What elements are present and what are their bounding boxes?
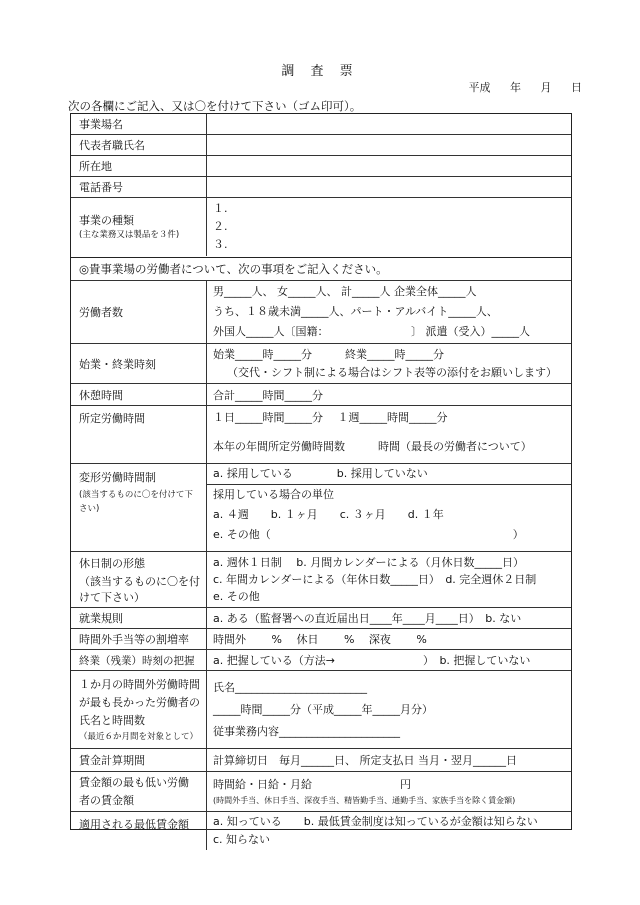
- business-type-3: ３.: [213, 238, 228, 251]
- label-longest-1: １か月の時間外労働時間: [79, 677, 200, 691]
- label-work-hours: 始業・終業時刻: [71, 344, 207, 383]
- field-representative[interactable]: [207, 135, 571, 155]
- row-longest-overtime[interactable]: [71, 671, 571, 749]
- label-prescribed-hours: 所定労働時間: [71, 406, 207, 463]
- field-prescribed-hours[interactable]: [207, 406, 571, 463]
- field-longest-overtime[interactable]: [207, 671, 571, 748]
- label-flex-hours: 変形労働時間制: [79, 471, 156, 484]
- workers-line-1: 男_____人、 女_____人、 計_____人 企業全体_____人: [213, 285, 477, 298]
- label-overtime-rate: 時間外手当等の割増率: [71, 629, 207, 649]
- label-representative: 代表者職氏名: [71, 135, 207, 155]
- label-longest-overtime-cell: [71, 671, 207, 748]
- field-overtime-rate[interactable]: 時間外 % 休日 % 深夜 %: [213, 633, 427, 646]
- label-business-type: 事業の種類: [79, 214, 134, 227]
- minimum-line-1: a. 知っている b. 最低賃金制度は知っているが金額は知らない: [213, 815, 538, 828]
- holiday-line-3: e. その他: [213, 590, 260, 603]
- note-business-type: (主な業務又は製品を３件): [79, 230, 180, 240]
- label-lowest-2: 者の賃金額: [79, 793, 134, 807]
- row-address[interactable]: [71, 156, 571, 177]
- section2-intro: ◎貴事業場の労働者について、次の事項をご記入ください。: [71, 258, 571, 281]
- row-overtime-rate[interactable]: [71, 629, 571, 650]
- business-type-2: ２.: [213, 220, 228, 233]
- label-business-type-cell: [71, 198, 207, 256]
- label-wage-period: 賃金計算期間: [71, 749, 207, 771]
- longest-line-1: 氏名________________________: [213, 680, 367, 694]
- field-address[interactable]: [207, 156, 571, 176]
- row-business-name[interactable]: [71, 114, 571, 135]
- row-work-hours[interactable]: [71, 344, 571, 384]
- date-line: 平成 年 月 日: [468, 81, 582, 94]
- label-address: 所在地: [71, 156, 207, 176]
- row-rest[interactable]: [71, 384, 571, 406]
- note-flex-hours: (該当するものに〇を付けて下さい): [79, 490, 193, 514]
- label-end-time-grasp: 終業（残業）時刻の把握: [71, 650, 207, 670]
- lowest-note: (時間外手当、休日手当、深夜手当、精皆勤手当、通勤手当、家族手当を除く賃金額): [213, 795, 516, 805]
- note-holiday: （該当するものに〇を付けて下さい）: [79, 574, 200, 604]
- field-minimum-wage[interactable]: [207, 812, 571, 850]
- form-title: 調 査 票: [281, 64, 359, 79]
- minimum-line-2: c. 知らない: [213, 833, 271, 846]
- row-minimum-wage[interactable]: [71, 812, 571, 850]
- field-lowest-wage[interactable]: [207, 772, 571, 811]
- worker-info-table: [70, 257, 572, 846]
- note-longest: （最近６か月間を対象として）: [79, 731, 199, 742]
- instruction-text: 次の各欄にご記入、又は〇を付けて下さい（ゴム印可）。: [68, 99, 362, 113]
- label-phone: 電話番号: [71, 177, 207, 197]
- label-lowest-1: 賃金額の最も低い労働: [79, 775, 189, 789]
- row-representative[interactable]: [71, 135, 571, 156]
- field-phone[interactable]: [207, 177, 571, 197]
- label-flex-hours-cell: [71, 464, 207, 551]
- row-wage-period[interactable]: [71, 749, 571, 772]
- label-holiday: 休日制の形態: [79, 556, 145, 570]
- flex-line-4: e. その他（ ）: [213, 528, 524, 541]
- row-flex-hours[interactable]: [71, 464, 571, 552]
- flex-line-2: 採用している場合の単位: [213, 488, 334, 501]
- row-holiday[interactable]: [71, 552, 571, 608]
- workers-line-3: 外国人_____人〔国籍： 〕 派遣（受入）_____人: [213, 325, 530, 338]
- workers-line-2: うち、１８歳未満_____人、パート・アルバイト_____人、: [213, 305, 498, 318]
- work-hours-line-1: 始業_____時_____分 終業_____時_____分: [213, 347, 444, 361]
- field-workers[interactable]: [207, 281, 571, 343]
- flex-line-1: a. 採用している b. 採用していない: [213, 467, 428, 480]
- field-rest[interactable]: 合計_____時間_____分: [213, 388, 323, 402]
- row-lowest-wage[interactable]: [71, 772, 571, 812]
- flex-line-3: a. ４週 b. １ヶ月 c. ３ヶ月 d. １年: [213, 508, 444, 521]
- holiday-line-1: a. 週休１日制 b. 月間カレンダーによる（月休日数_____日）: [213, 556, 524, 569]
- row-workers[interactable]: [71, 281, 571, 344]
- field-work-hours[interactable]: [207, 344, 571, 383]
- field-holiday[interactable]: [207, 552, 571, 607]
- row-business-type[interactable]: [71, 198, 571, 256]
- field-rules[interactable]: a. ある（監督署への直近届出日____年____月____日） b. ない: [213, 612, 522, 625]
- longest-line-2: _____時間_____分（平成_____年_____月分）: [213, 702, 433, 716]
- work-hours-line-2: （交代・シフト制による場合はシフト表等の添付をお願いします）: [227, 365, 557, 379]
- field-business-type[interactable]: [207, 198, 571, 256]
- field-end-time-grasp[interactable]: a. 把握している（方法→ ） b. 把握していない: [213, 654, 531, 667]
- label-workers: 労働者数: [71, 281, 207, 343]
- label-holiday-cell: [71, 552, 207, 607]
- field-wage-period[interactable]: 計算締切日 毎月______日、 所定支払日 当月・翌月______日: [213, 754, 517, 767]
- flex-sub: [207, 484, 571, 545]
- row-prescribed-hours[interactable]: [71, 406, 571, 464]
- label-longest-2: が最も長かった労働者の: [79, 695, 200, 709]
- label-longest-3: 氏名と時間数: [79, 713, 145, 727]
- row-end-time-grasp[interactable]: [71, 650, 571, 671]
- longest-line-3: 従事業務内容______________________: [213, 724, 400, 738]
- field-flex-hours[interactable]: [207, 464, 571, 551]
- prescribed-line-2: 本年の年間所定労働時間数 時間（最長の労働者について）: [213, 440, 532, 453]
- row-phone[interactable]: [71, 177, 571, 198]
- label-business-name: 事業場名: [71, 114, 207, 134]
- row-rules[interactable]: [71, 608, 571, 629]
- business-type-1: １.: [213, 202, 228, 215]
- field-business-name[interactable]: [207, 114, 571, 134]
- label-minimum-wage: 適用される最低賃金額: [71, 812, 207, 850]
- lowest-line-1: 時間給・日給・月給 円: [213, 777, 411, 791]
- holiday-line-2: c. 年間カレンダーによる（年休日数_____日） d. 完全週休２日制: [213, 573, 537, 586]
- label-lowest-wage-cell: [71, 772, 207, 811]
- label-rest: 休憩時間: [71, 384, 207, 405]
- prescribed-line-1: １日_____時間_____分 １週_____時間_____分: [213, 411, 448, 424]
- label-rules: 就業規則: [71, 608, 207, 628]
- company-info-table: [70, 113, 572, 258]
